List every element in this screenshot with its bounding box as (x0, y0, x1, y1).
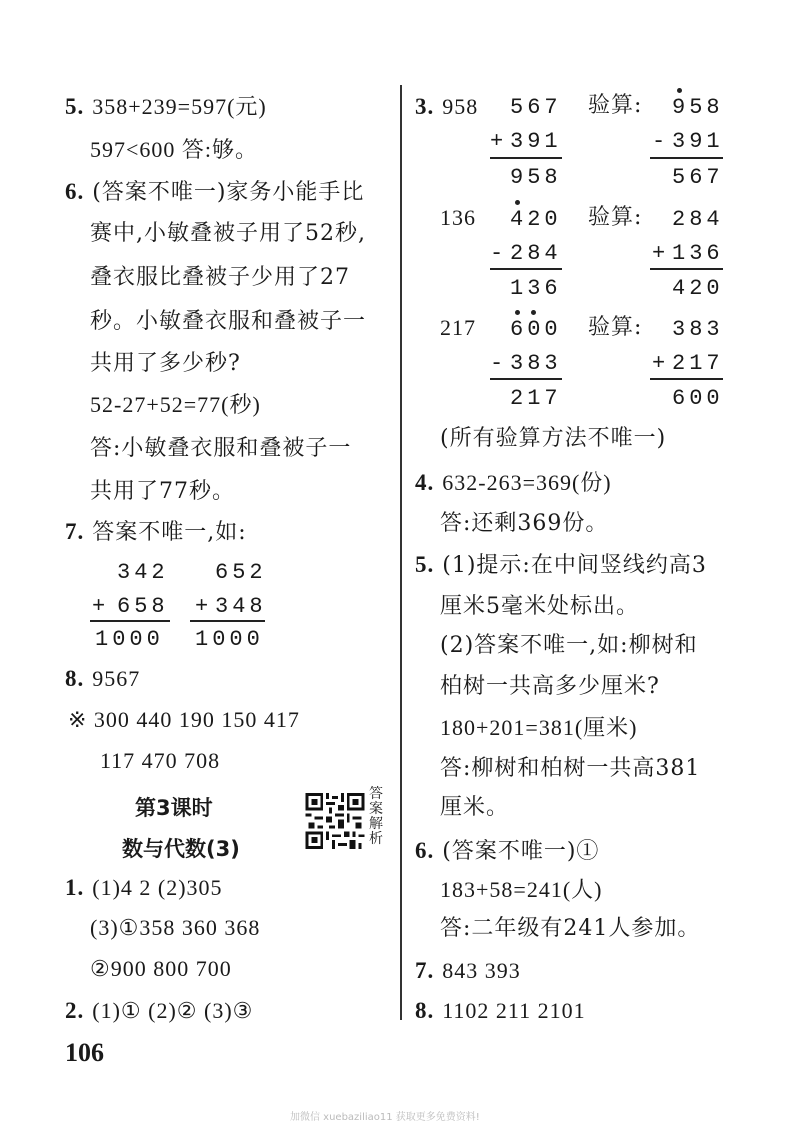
calc-rule (650, 268, 723, 270)
answer-text: 52-27+52=77(秒) (90, 392, 261, 417)
calc-rule (490, 268, 562, 270)
question-number: 5. (65, 94, 85, 119)
calc-bottom-number: 383 (510, 351, 562, 376)
calc-bottom-number: 348 (215, 594, 267, 619)
check-operator: - (652, 129, 670, 154)
calc-rule (490, 378, 562, 380)
answer-4-right (415, 471, 612, 495)
calc-bottom-number: 284 (510, 241, 562, 266)
answer-3-right (415, 95, 478, 119)
calc-bottom-number: 391 (510, 129, 562, 154)
question-number: 3. (415, 94, 435, 119)
answer-6-left (65, 180, 364, 204)
qr-code-icon[interactable] (305, 793, 365, 849)
answer-text: 厘米5毫米处标出。 (440, 594, 639, 619)
check-operator: + (652, 241, 670, 266)
answer-text: 597<600 答:够。 (90, 137, 259, 162)
calc-operator: - (490, 241, 508, 266)
question-number: 6. (415, 838, 435, 863)
question-number: 7. (415, 958, 435, 983)
calc-result: 217 (510, 386, 562, 411)
answer-value: 958 (442, 94, 479, 119)
answer-5-left (65, 95, 267, 119)
carry-dot (677, 88, 682, 93)
check-result: 600 (672, 386, 724, 411)
calc-result: 1000 (195, 627, 264, 652)
answer-text: (3)①358 360 368 (90, 915, 261, 940)
question-number: 5. (415, 552, 435, 577)
calc-rule (190, 620, 265, 622)
calc-rule (650, 378, 723, 380)
answer-text: 183+58=241(人) (440, 877, 603, 902)
lesson-subtitle: 数与代数(3) (122, 837, 240, 861)
answer-text: (2)答案不唯一,如:柳树和 (440, 633, 698, 658)
check-label: 验算: (588, 205, 643, 230)
calc-result: 136 (510, 276, 562, 301)
calc-operator: + (490, 129, 508, 154)
answer-text: 答:柳树和柏树一共高381 (440, 756, 701, 781)
check-result: 567 (672, 165, 724, 190)
answer-text: 答:小敏叠衣服和叠被子一 (90, 436, 352, 461)
answer-text: 358+239=597(元) (92, 94, 267, 119)
answer-text: 厘米。 (440, 795, 510, 820)
answer-text: 共用了多少秒? (90, 351, 241, 376)
calc-result: 958 (510, 165, 562, 190)
calc-top-number: 652 (215, 560, 267, 585)
answer-text: (1)4 2 (2)305 (92, 875, 223, 900)
answer-text: 秒。小敏叠衣服和叠被子一 (90, 309, 367, 334)
calc-rule (90, 620, 170, 622)
question-number: 4. (415, 470, 435, 495)
check-top-number: 958 (672, 95, 724, 120)
answer-text: (答案不唯一)家务小能手比 (92, 180, 365, 205)
lesson-title: 第3课时 (135, 796, 213, 820)
answer-8-right (415, 999, 586, 1023)
answer-7-right (415, 959, 521, 983)
calc-result: 1000 (95, 627, 164, 652)
calc-operator: + (195, 594, 213, 619)
calc-top-number: 420 (510, 207, 562, 232)
question-number: 7. (65, 519, 85, 544)
column-divider (400, 85, 402, 1020)
answer-text: 叠衣服比叠被子少用了27 (90, 265, 350, 290)
check-top-number: 383 (672, 317, 724, 342)
answer-text: 632-263=369(份) (442, 470, 612, 495)
check-top-number: 284 (672, 207, 724, 232)
question-number: 1. (65, 875, 85, 900)
check-bottom-number: 391 (672, 129, 724, 154)
method-note: (所有验算方法不唯一) (440, 426, 667, 451)
borrow-dot (531, 310, 536, 315)
check-label: 验算: (588, 93, 643, 118)
calc-top-number: 600 (510, 317, 562, 342)
answer-text: 赛中,小敏叠被子用了52秒, (90, 221, 366, 246)
calc-bottom-number: 658 (117, 594, 169, 619)
extra-answers: 117 470 708 (100, 748, 221, 773)
answer-value: 136 (440, 205, 476, 230)
calc-operator: - (490, 351, 508, 376)
answer-text: (1)提示:在中间竖线约高3 (442, 553, 707, 578)
borrow-dot (515, 200, 520, 205)
answer-2-left (65, 999, 253, 1023)
answer-7-left (65, 520, 247, 544)
answer-text: 9567 (92, 666, 141, 691)
calc-top-number: 567 (510, 95, 562, 120)
check-result: 420 (672, 276, 724, 301)
answer-5-right (415, 553, 707, 577)
answer-text: ②900 800 700 (90, 956, 232, 981)
answer-text: 843 393 (442, 958, 521, 983)
answer-text: 答:还剩369份。 (440, 511, 609, 536)
answer-value: 217 (440, 315, 476, 340)
answer-1-left (65, 876, 223, 900)
calc-top-number: 342 (117, 560, 169, 585)
borrow-dot (515, 310, 520, 315)
extra-answers: ※ 300 440 190 150 417 (68, 707, 300, 732)
check-operator: + (652, 351, 670, 376)
answer-text: 柏树一共高多少厘米? (440, 674, 660, 699)
answer-6-right (415, 839, 599, 863)
question-number: 8. (415, 998, 435, 1023)
answer-text: 180+201=381(厘米) (440, 715, 638, 740)
answer-text: 答:二年级有241人参加。 (440, 916, 701, 941)
check-bottom-number: 136 (672, 241, 724, 266)
check-bottom-number: 217 (672, 351, 724, 376)
watermark: 加微信 xuebaziliao11 获取更多免费资料! (290, 1112, 480, 1123)
question-number: 6. (65, 179, 85, 204)
calc-rule (490, 157, 562, 159)
page-number: 106 (65, 1038, 104, 1067)
answer-text: (1)① (2)② (3)③ (92, 998, 254, 1023)
answer-text: 共用了77秒。 (90, 479, 235, 504)
calc-rule (650, 157, 723, 159)
question-number: 2. (65, 998, 85, 1023)
qr-label: 答案解析 (369, 786, 383, 847)
answer-text: (答案不唯一)① (442, 839, 600, 864)
answer-8-left (65, 667, 140, 691)
answer-text: 答案不唯一,如: (92, 520, 247, 545)
answer-text: 1102 211 2101 (442, 998, 586, 1023)
question-number: 8. (65, 666, 85, 691)
calc-operator: + (92, 594, 110, 619)
check-label: 验算: (588, 315, 643, 340)
